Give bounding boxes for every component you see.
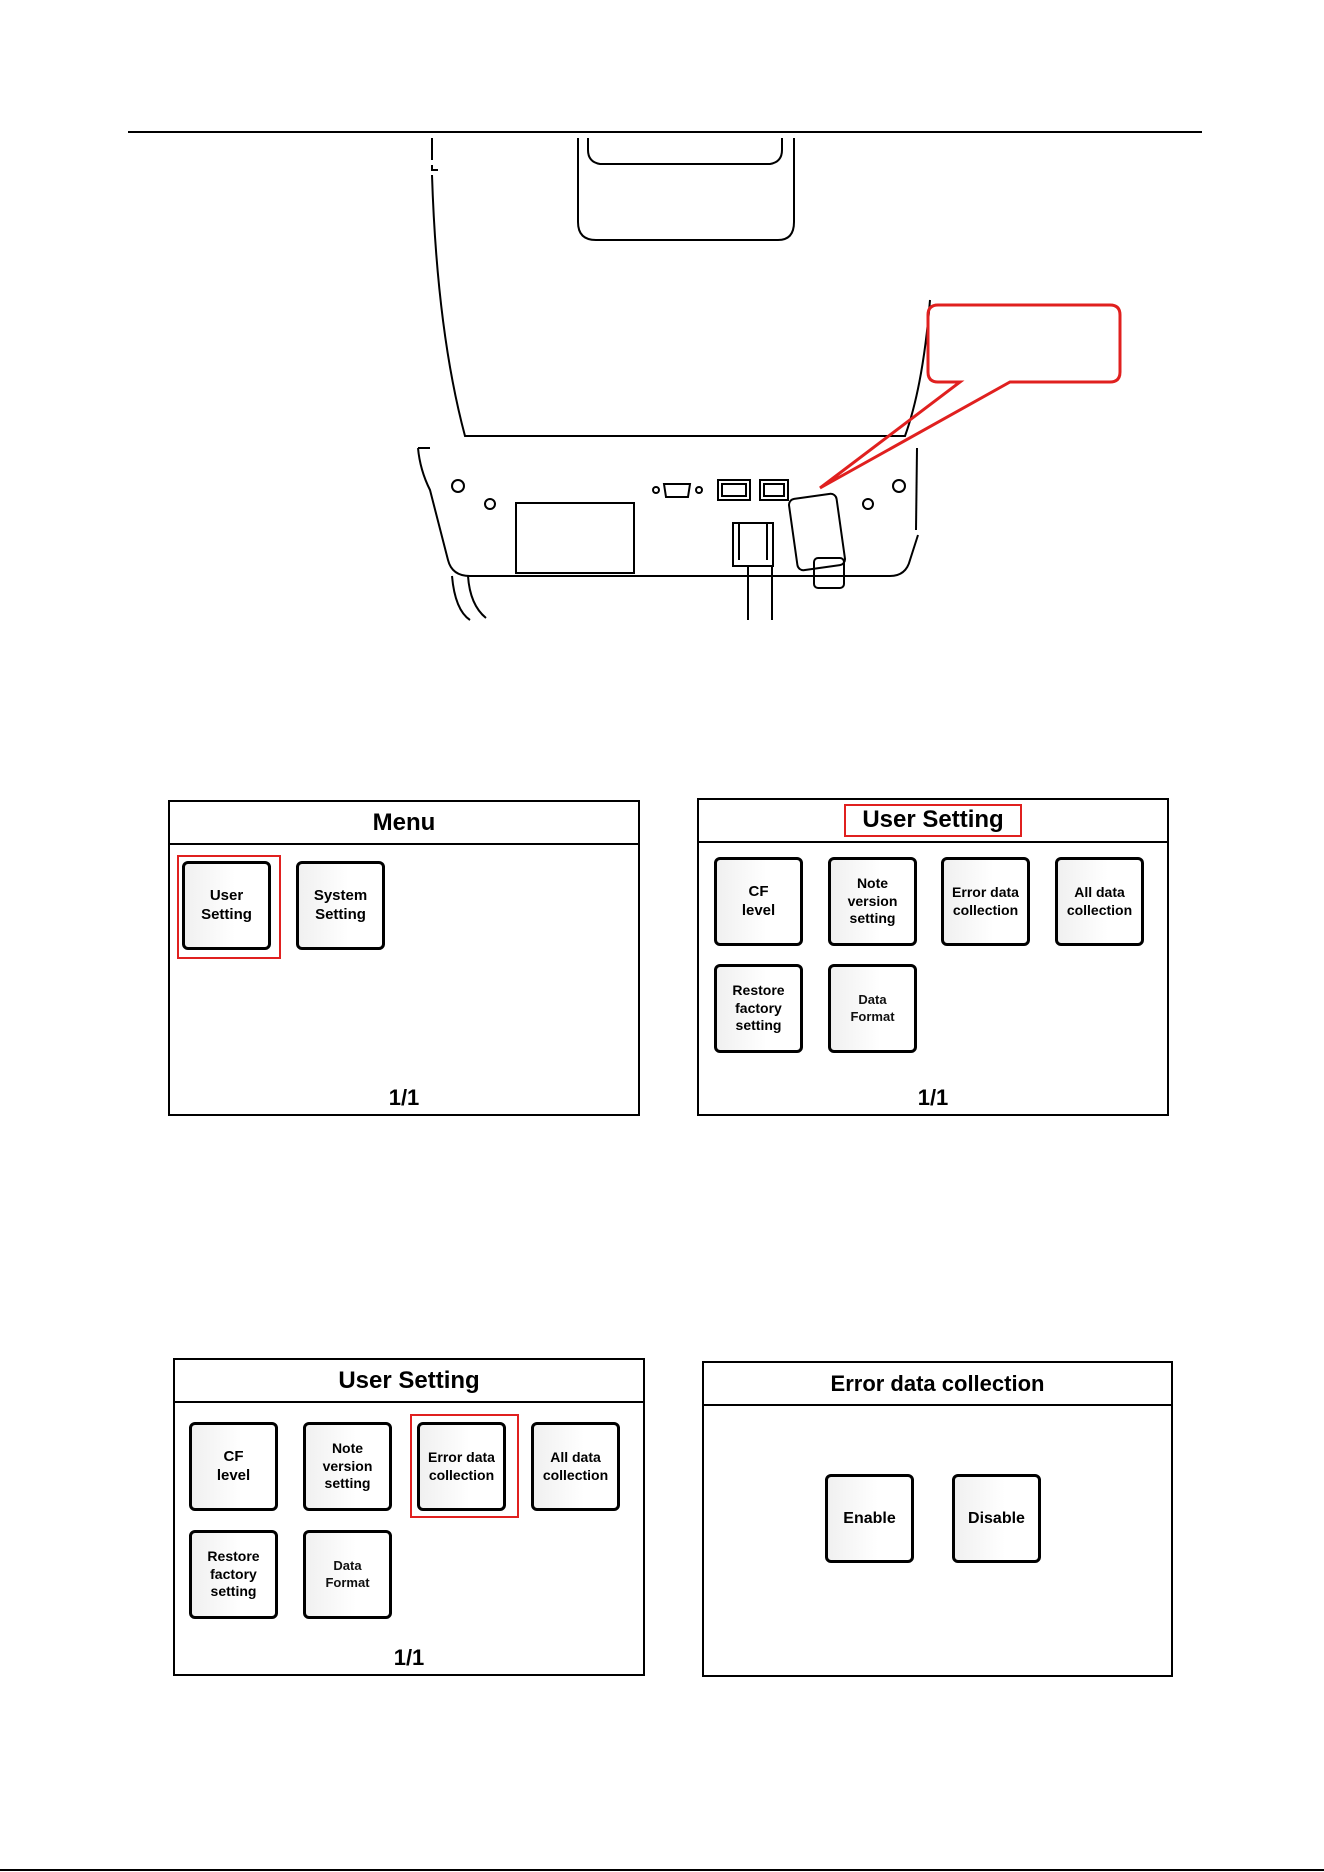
user-setting-b-title: User Setting <box>338 1366 480 1394</box>
all-data-collection-button[interactable]: All data collection <box>531 1422 620 1511</box>
user-setting-screen-a <box>697 798 1169 1116</box>
error-data-collection-screen <box>702 1361 1173 1677</box>
user-setting-button[interactable]: User Setting <box>182 861 271 950</box>
menu-title: Menu <box>372 808 436 836</box>
device-rear-illustration <box>0 0 1324 640</box>
user-setting-a-pager: 1/1 <box>917 1085 949 1110</box>
all-data-collection-button[interactable]: All data collection <box>1055 857 1144 946</box>
enable-button[interactable]: Enable <box>825 1474 914 1563</box>
user-setting-a-titlebar <box>699 800 1167 843</box>
data-format-button[interactable]: Data Format <box>828 964 917 1053</box>
data-format-button[interactable]: Data Format <box>303 1530 392 1619</box>
cf-level-button[interactable]: CF level <box>189 1422 278 1511</box>
user-setting-screen-b <box>173 1358 645 1676</box>
system-setting-button[interactable]: System Setting <box>296 861 385 950</box>
error-data-collection-button[interactable]: Error data collection <box>941 857 1030 946</box>
note-version-setting-button[interactable]: Note version setting <box>828 857 917 946</box>
user-setting-b-pager: 1/1 <box>393 1645 425 1670</box>
error-collection-title: Error data collection <box>830 1370 1045 1396</box>
menu-titlebar <box>170 802 638 845</box>
error-data-collection-button[interactable]: Error data collection <box>417 1422 506 1511</box>
error-collection-titlebar <box>704 1363 1171 1406</box>
user-setting-a-title: User Setting <box>844 804 1021 837</box>
note-version-setting-button[interactable]: Note version setting <box>303 1422 392 1511</box>
cf-level-button[interactable]: CF level <box>714 857 803 946</box>
user-setting-b-titlebar <box>175 1360 643 1403</box>
restore-factory-setting-button[interactable]: Restore factory setting <box>189 1530 278 1619</box>
restore-factory-setting-button[interactable]: Restore factory setting <box>714 964 803 1053</box>
menu-screen <box>168 800 640 1116</box>
footer-rule <box>0 1869 1324 1871</box>
disable-button[interactable]: Disable <box>952 1474 1041 1563</box>
menu-pager: 1/1 <box>388 1085 420 1110</box>
